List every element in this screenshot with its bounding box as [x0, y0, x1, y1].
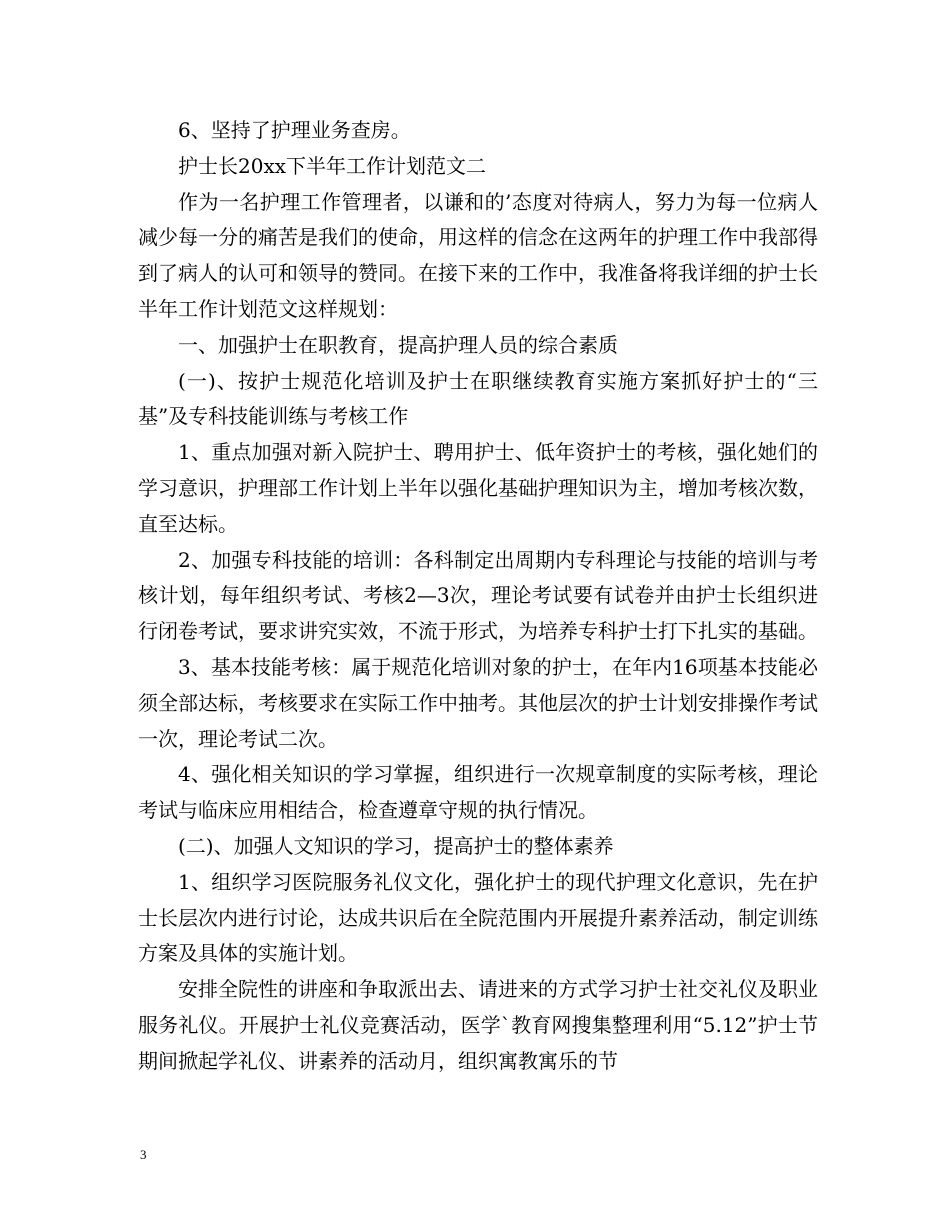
- paragraph: 1、重点加强对新入院护士、聘用护士、低年资护士的考核，强化她们的学习意识，护理部工作计划上半年以强化基础护理知识为主，增加考核次数，直至达标。: [138, 440, 818, 536]
- paragraph: 4、强化相关知识的学习掌握，组织进行一次规章制度的实际考核，理论考试与临床应用相结合，检查遵章守规的执行情况。: [138, 762, 818, 823]
- paragraph: 1、组织学习医院服务礼仪文化，强化护士的现代护理文化意识，先在护士长层次内进行讨论，达成共识后在全院范围内开展提升素养活动，制定训练方案及具体的实施计划。: [138, 869, 818, 966]
- document-body: [138, 113, 818, 1080]
- subsection-heading: (一)、按护士规范化培训及护士在职继续教育实施方案抓好护士的“三基”及专科技能训练与考核工作: [138, 368, 818, 429]
- section-heading: 一、加强护士在职教育，提高护理人员的综合素质: [178, 332, 618, 357]
- paragraph: 6、坚持了护理业务查房。: [178, 118, 411, 142]
- section-title: 护士长20xx下半年工作计划范文二: [178, 153, 487, 178]
- paragraph: 安排全院性的讲座和争取派出去、请进来的方式学习护士社交礼仪及职业服务礼仪。开展护士礼仪竞赛活动，医学`教育网搜集整理利用“5.12”护士节期间掀起学礼仪、讲素养的活动月，组织寓教寓乐的节: [138, 977, 818, 1073]
- paragraph: 3、基本技能考核：属于规范化培训对象的护士，在年内16项基本技能必须全部达标，考核要求在实际工作中抽考。其他层次的护士计划安排操作考试一次，理论考试二次。: [138, 654, 818, 751]
- paragraph: 作为一名护理工作管理者，以谦和的’态度对待病人，努力为每一位病人减少每一分的痛苦是我们的使命，用这样的信念在这两年的护理工作中我部得到了病人的认可和领导的赞同。在接下来的工作中，我准备将我详细的护士长半年工作计划范文这样规划：: [138, 189, 818, 321]
- paragraph: 2、加强专科技能的培训：各科制定出周期内专科理论与技能的培训与考核计划，每年组织考试、考核2—3次，理论考试要有试卷并由护士长组织进行闭卷考试，要求讲究实效，不流于形式，为培养专科护士打下扎实的基础。: [138, 547, 818, 644]
- subsection-heading: (二)、加强人文知识的学习，提高护士的整体素养: [178, 833, 614, 858]
- page-number: 3: [140, 1147, 147, 1162]
